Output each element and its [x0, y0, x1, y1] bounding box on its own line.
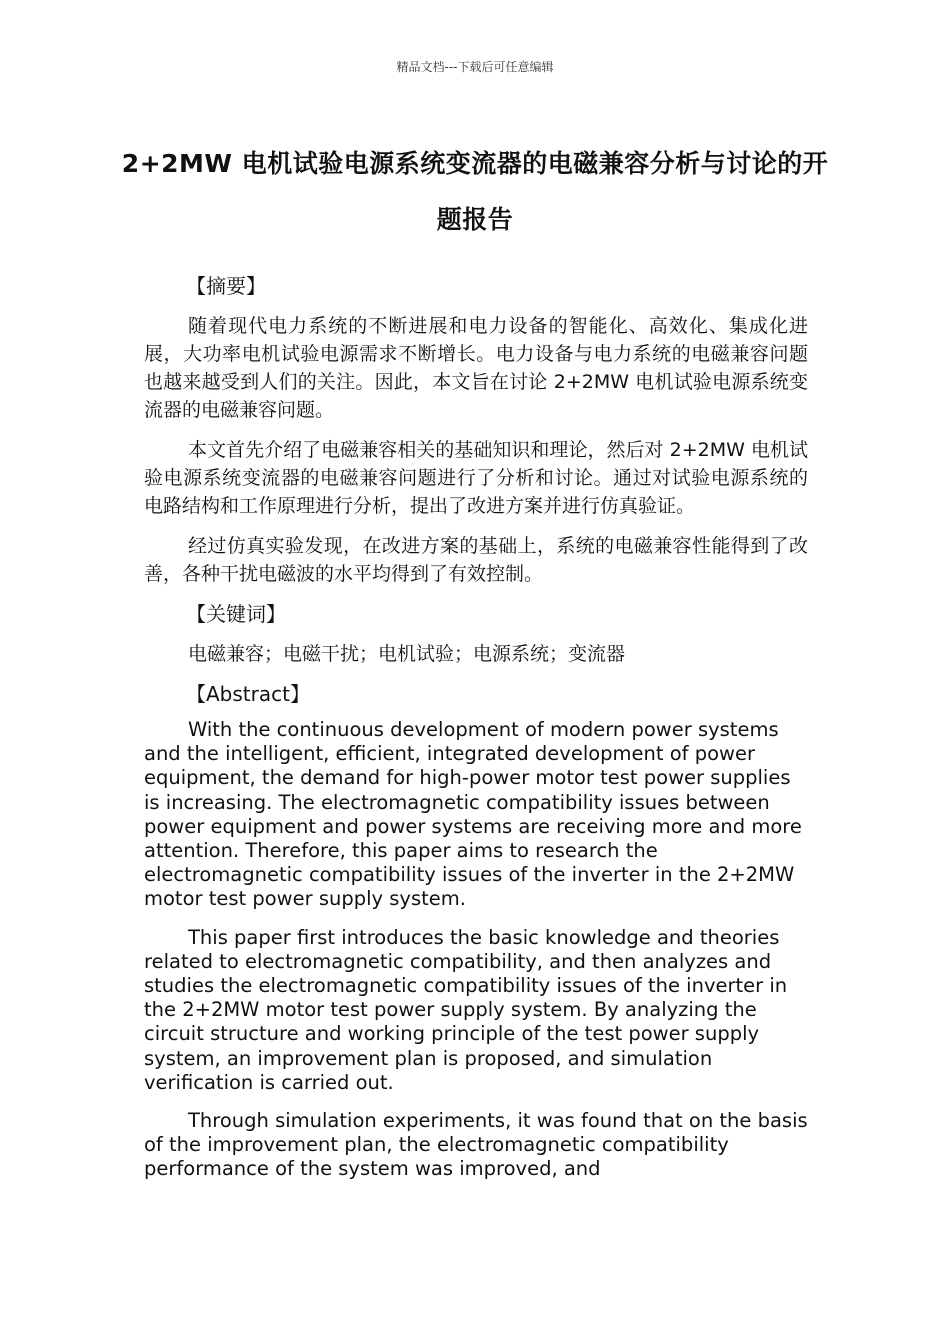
abstract-cn-paragraph-3: 经过仿真实验发现，在改进方案的基础上，系统的电磁兼容性能得到了改善，各种干扰电磁波的水平均得到了有效控制。 [144, 535, 808, 585]
abstract-cn-paragraph-2: 本文首先介绍了电磁兼容相关的基础知识和理论，然后对 2+2MW 电机试验电源系统变流器的电磁兼容问题进行了分析和讨论。通过对试验电源系统的电路结构和工作原理进行分析，提出了改进方案并进行仿真验证。 [144, 439, 808, 517]
abstract-cn-heading: 【摘要】 [186, 274, 266, 298]
abstract-cn-paragraph-1: 随着现代电力系统的不断进展和电力设备的智能化、高效化、集成化进展，大功率电机试验电源需求不断增长。电力设备与电力系统的电磁兼容问题也越来越受到人们的关注。因此，本文旨在讨论 2+2MW 电机试验电源系统变流器的电磁兼容问题。 [144, 315, 808, 421]
abstract-en-paragraph-3: Through simulation experiments, it was found that on the basis of the improvement plan, the electromagnetic compatibility performance of the system was improved, and [144, 1109, 808, 1181]
abstract-en-paragraph-1: With the continuous development of modern power systems and the intelligent, efficient, integrated development of power equipment, the demand for high-power motor test power supplies is increasing. The electromagnetic compatibility issues between power equipment and power systems are receiving more and more attention. Therefore, this paper aims to research the electromagnetic compatibility issues of the inverter in the 2+2MW motor test power supply system. [144, 718, 802, 911]
keywords-cn-text: 电磁兼容；电磁干扰；电机试验；电源系统；变流器 [188, 643, 626, 665]
abstract-en-paragraph-2: This paper first introduces the basic knowledge and theories related to electromagnetic compatibility, and then analyzes and studies the electromagnetic compatibility issues of the inverter in the 2+2MW motor test power supply system. By analyzing the circuit structure and working principle of the test power supply system, an improvement plan is proposed, and simulation verification is carried out. [144, 925, 788, 1094]
document-title: 2+2MW 电机试验电源系统变流器的电磁兼容分析与讨论的开题报告 [121, 149, 829, 234]
abstract-en-heading: 【Abstract】 [186, 682, 310, 706]
document-body [144, 272, 808, 1196]
header-note: 精品文档---下载后可任意编辑 [396, 60, 554, 74]
keywords-cn-heading: 【关键词】 [186, 602, 286, 626]
